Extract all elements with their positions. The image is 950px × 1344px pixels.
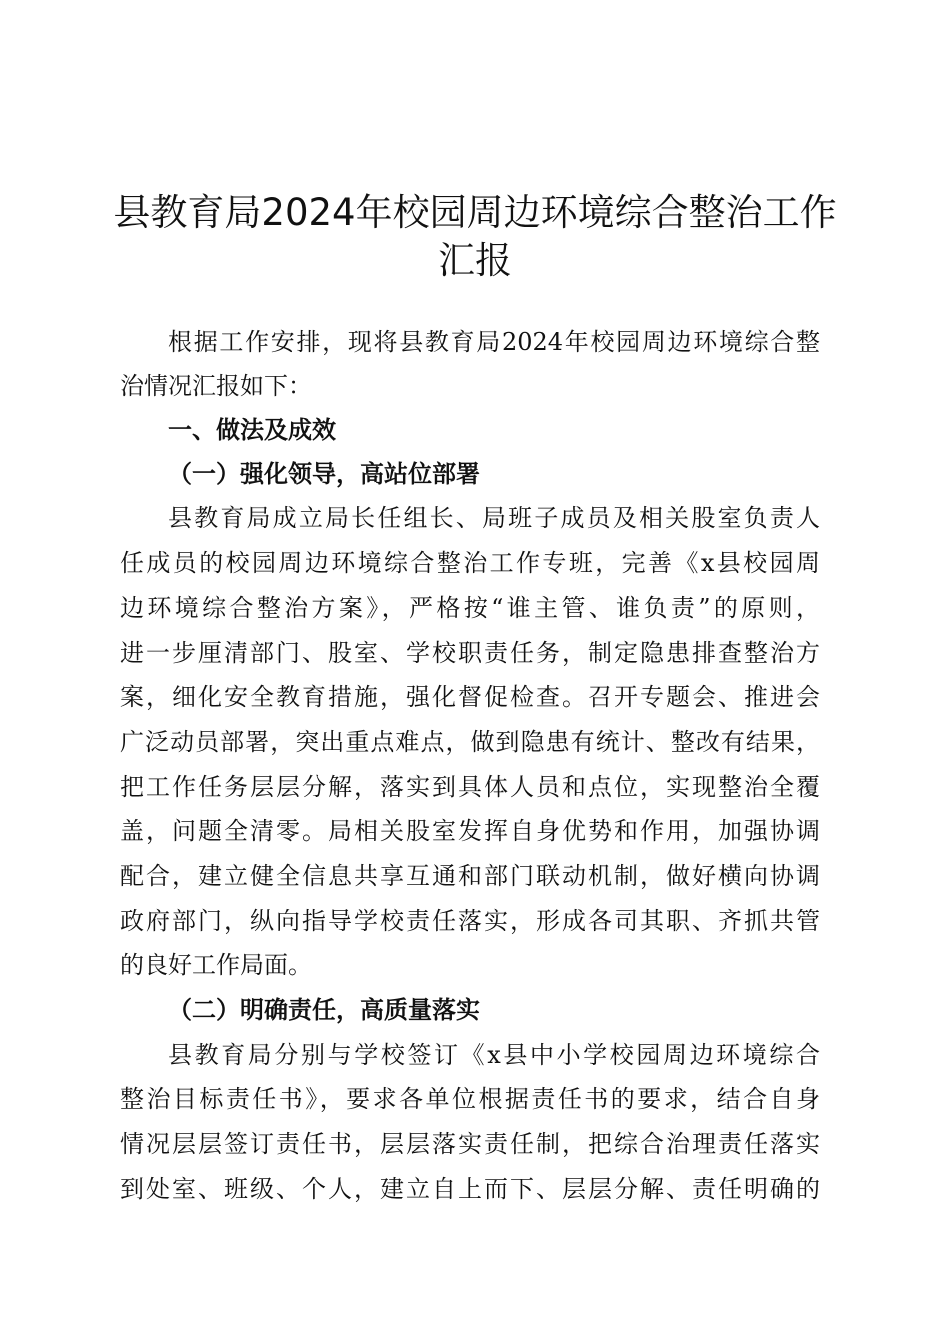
document-title-line-2: 汇报	[438, 239, 512, 282]
sub1-line-1: 县教育局成立局长任组长、局班子成员及相关股室负责人	[168, 504, 820, 532]
sub1-line-3: 边环境综合整治方案》，严格按“谁主管、谁负责”的原则，	[120, 594, 820, 622]
sub1-line-10: 政府部门，纵向指导学校责任落实，形成各司其职、齐抓共管	[120, 907, 820, 935]
sub2-line-2: 整治目标责任书》，要求各单位根据责任书的要求，结合自身	[120, 1085, 820, 1113]
intro-line-1: 根据工作安排，现将县教育局2024年校园周边环境综合整	[168, 328, 820, 356]
subsection-heading-2: （二）明确责任，高质量落实	[168, 996, 480, 1024]
sub2-line-1: 县教育局分别与学校签订《x县中小学校园周边环境综合	[168, 1041, 820, 1069]
sub2-line-4: 到处室、班级、个人，建立自上而下、层层分解、责任明确的	[120, 1175, 820, 1203]
sub1-line-9: 配合，建立健全信息共享互通和部门联动机制，做好横向协调	[120, 862, 820, 890]
sub1-line-4: 进一步厘清部门、股室、学校职责任务，制定隐患排查整治方	[120, 639, 820, 667]
sub2-line-3: 情况层层签订责任书，层层落实责任制，把综合治理责任落实	[120, 1130, 820, 1158]
sub1-line-8: 盖，问题全清零。局相关股室发挥自身优势和作用，加强协调	[120, 817, 820, 845]
subsection-heading-1: （一）强化领导，高站位部署	[168, 460, 480, 488]
intro-line-2: 治情况汇报如下：	[120, 372, 312, 400]
sub1-line-11: 的良好工作局面。	[120, 951, 312, 979]
sub1-line-5: 案，细化安全教育措施，强化督促检查。召开专题会、推进会	[120, 683, 820, 711]
sub1-line-7: 把工作任务层层分解，落实到具体人员和点位，实现整治全覆	[120, 773, 820, 801]
document-title-line-1: 县教育局2024年校园周边环境综合整治工作	[113, 191, 837, 234]
section-heading-1: 一、做法及成效	[168, 416, 336, 444]
sub1-line-2: 任成员的校园周边环境综合整治工作专班，完善《x县校园周	[120, 549, 820, 577]
sub1-line-6: 广泛动员部署，突出重点难点，做到隐患有统计、整改有结果，	[120, 728, 820, 756]
